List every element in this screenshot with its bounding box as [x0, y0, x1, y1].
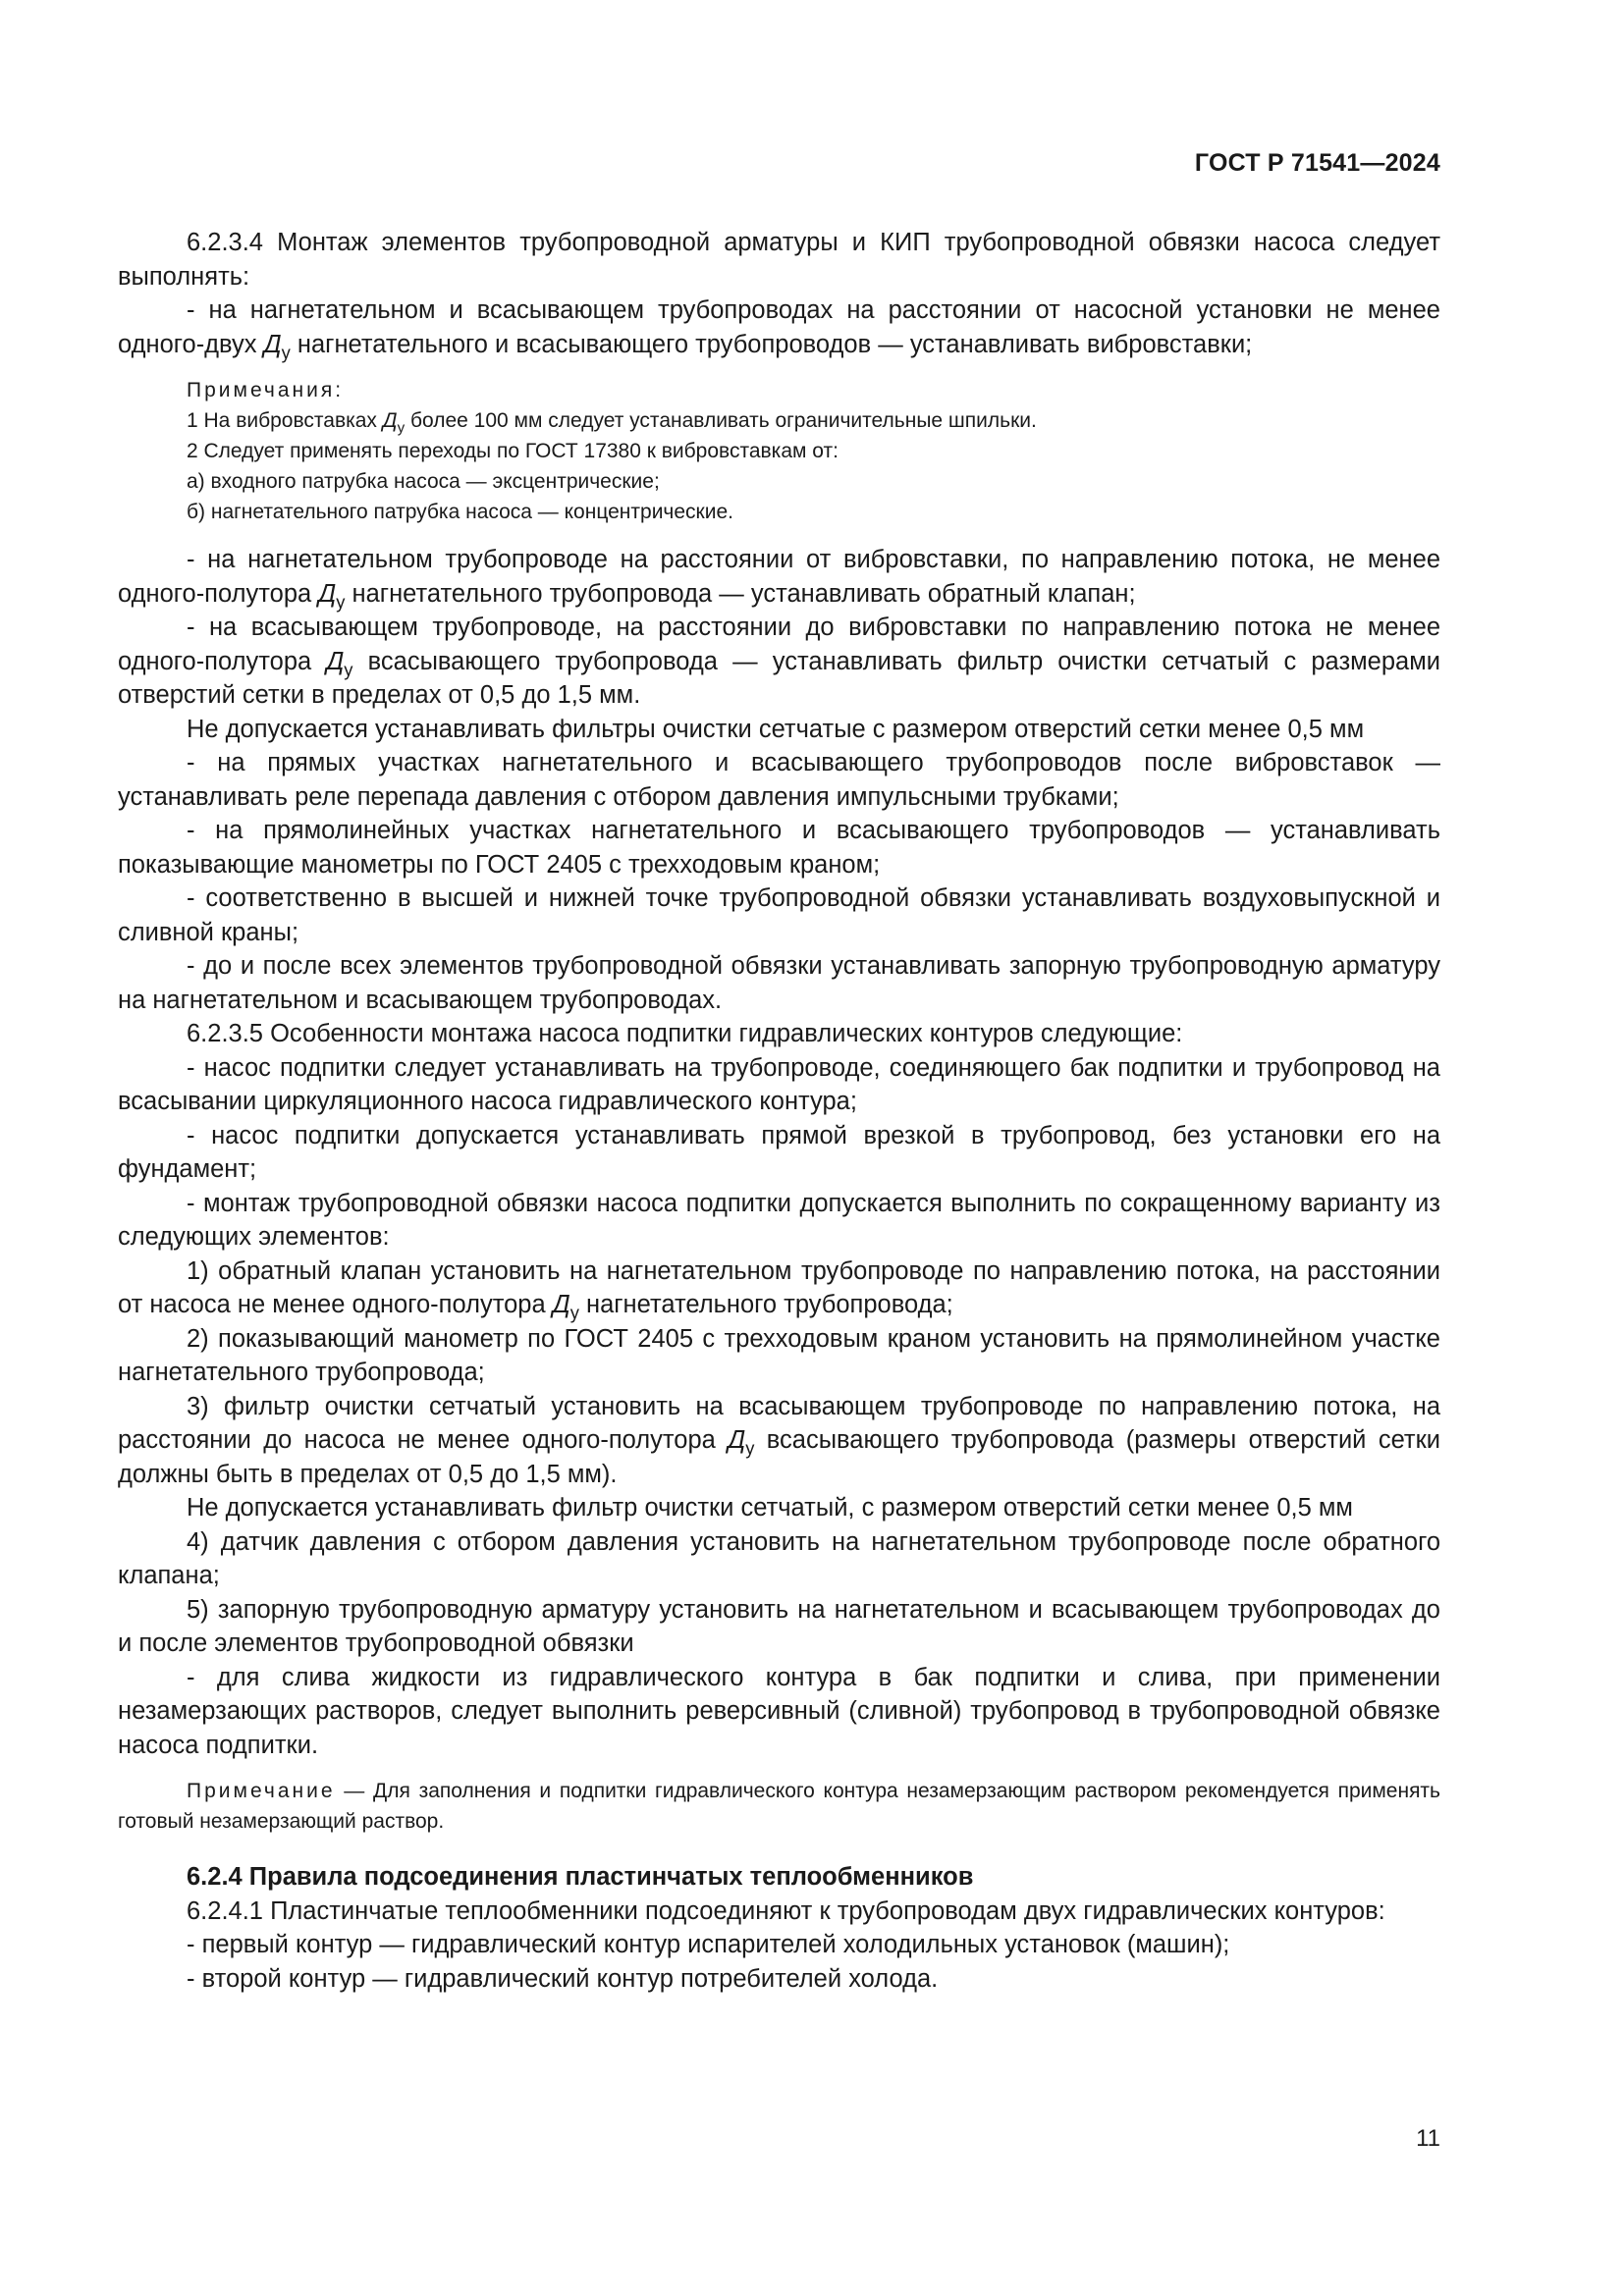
note-item: а) входного патрубка насоса — эксцентрические; — [187, 470, 660, 493]
notes-title: Примечания: — [187, 379, 345, 401]
paragraph: 2) показывающий манометр по ГОСТ 2405 с трехходовым краном установить на прямолинейном участке нагнетательного трубопровода; — [118, 1324, 1440, 1386]
paragraph: 6.2.3.4 Монтаж элементов трубопроводной арматуры и КИП трубопроводной обвязки насоса следует выполнять: — [118, 229, 1440, 291]
paragraph: - монтаж трубопроводной обвязки насоса подпитки допускается выполнить по сокращенному варианту из следующих элементов: — [118, 1189, 1440, 1251]
note-item: Примечание — Для заполнения и подпитки гидравлического контура незамерзающим раствором рекомендуется применять готовый незамерзающий раствор. — [118, 1780, 1440, 1833]
paragraph: - на нагнетательном и всасывающем трубопроводах на расстоянии от насосной установки не менее одного-двух $Д_у$ нагнетательного и всасывающего трубопроводов — устанавливать вибровставки; — [118, 296, 1440, 362]
document-body — [118, 226, 1440, 1996]
paragraph: 5) запорную трубопроводную арматуру установить на нагнетательном и всасывающем трубопроводах до и после элементов трубопроводной обвязки — [118, 1595, 1440, 1657]
paragraph: 3) фильтр очистки сетчатый установить на всасывающем трубопроводе по направлению потока, на расстоянии до насоса не менее одного-полутора $Д_у$ всасывающего трубопровода (размеры отверстий сетки должны быть в пределах от 0,5 до 1,5 мм). — [118, 1392, 1440, 1488]
paragraph: 4) датчик давления с отбором давления установить на нагнетательном трубопроводе после обратного клапана; — [118, 1527, 1440, 1589]
paragraph: - первый контур — гидравлический контур испарителей холодильных установок (машин); — [187, 1931, 1230, 1958]
paragraph: - второй контур — гидравлический контур потребителей холода. — [187, 1964, 939, 1993]
paragraph: - до и после всех элементов трубопроводной обвязки устанавливать запорную трубопроводную арматуру на нагнетательном и всасывающем трубопроводах. — [118, 952, 1440, 1014]
paragraph: - на прямых участках нагнетательного и всасывающего трубопроводов после вибровставок — устанавливать реле перепада давления с отбором давления импульсными трубками; — [118, 749, 1440, 811]
paragraph: - на нагнетательном трубопроводе на расстоянии от вибровставки, по направлению потока, не менее одного-полутора $Д_у$ нагнетательного трубопровода — устанавливать обратный клапан; — [118, 546, 1440, 612]
note-block — [118, 1776, 1440, 1837]
note-item: 1 На вибровставках $Д_у$ более 100 мм следует устанавливать ограничительные шпильки. — [187, 409, 1037, 437]
paragraph: 6.2.3.5 Особенности монтажа насоса подпитки гидравлических контуров следующие: — [187, 1020, 1183, 1047]
document-header: ГОСТ Р 71541—2024 — [1194, 149, 1440, 177]
paragraph: - насос подпитки допускается устанавливать прямой врезкой в трубопровод, без установки его на фундамент; — [118, 1121, 1440, 1183]
paragraph: Не допускается устанавливать фильтр очистки сетчатый, с размером отверстий сетки менее 0,5 мм — [187, 1494, 1353, 1522]
paragraph: 1) обратный клапан установить на нагнетательном трубопроводе по направлению потока, на расстоянии от насоса не менее одного-полутора $Д_у$ нагнетательного трубопровода; — [118, 1256, 1440, 1323]
paragraph: - на всасывающем трубопроводе, на расстоянии до вибровставки по направлению потока не менее одного-полутора $Д_у$ всасывающего трубопровода — устанавливать фильтр очистки сетчатый с размерами отверстий сетки в пределах от 0,5 до 1,5 мм. — [118, 614, 1440, 709]
section-title: 6.2.4 Правила подсоединения пластинчатых теплообменников — [187, 1863, 974, 1891]
paragraph: - насос подпитки следует устанавливать на трубопроводе, соединяющего бак подпитки и трубопровод на всасывании циркуляционного насоса гидравлического контура; — [118, 1053, 1440, 1115]
paragraph: - для слива жидкости из гидравлического контура в бак подпитки и слива, при применении незамерзающих растворов, следует выполнить реверсивный (сливной) трубопровод в трубопроводной обвязке насоса подпитки. — [118, 1663, 1440, 1759]
paragraph: Не допускается устанавливать фильтры очистки сетчатые с размером отверстий сетки менее 0,5 мм — [187, 715, 1365, 743]
notes-block — [118, 375, 1440, 527]
paragraph: 6.2.4.1 Пластинчатые теплообменники подсоединяют к трубопроводам двух гидравлических контуров: — [187, 1896, 1385, 1925]
page-number: 11 — [1416, 2125, 1440, 2152]
paragraph: - соответственно в высшей и нижней точке трубопроводной обвязки устанавливать воздуховыпускной и сливной краны; — [118, 884, 1440, 946]
note-item: 2 Следует применять переходы по ГОСТ 17380 к вибровставкам от: — [187, 440, 839, 462]
paragraph: - на прямолинейных участках нагнетательного и всасывающего трубопроводов — устанавливать показывающие манометры по ГОСТ 2405 с трехходовым краном; — [118, 817, 1440, 879]
note-item: б) нагнетательного патрубка насоса — концентрические. — [187, 501, 733, 523]
